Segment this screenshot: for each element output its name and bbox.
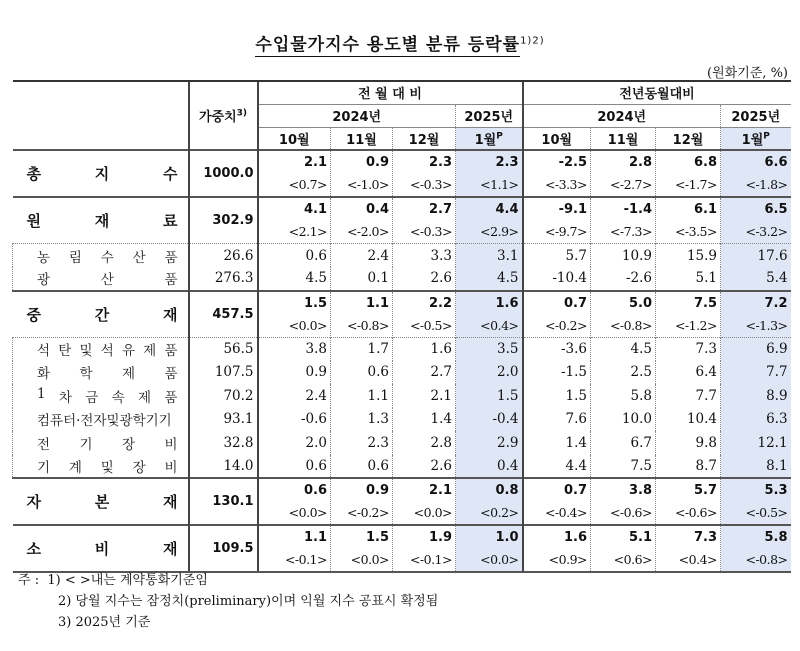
value-cell: 0.6 <box>331 361 393 385</box>
row-label-part: 본 <box>94 493 110 511</box>
change-rate: 5.3 <box>764 483 788 498</box>
row-label <box>13 525 189 572</box>
row-label-part: 간 <box>94 305 110 324</box>
value-cell <box>393 150 456 197</box>
value-cell: -2.6 <box>591 267 656 291</box>
value-cell <box>656 478 721 525</box>
change-rate: 2.1 <box>428 483 452 498</box>
row-label-part: 중 <box>26 305 41 324</box>
value-cell: 17.6 <box>721 244 791 268</box>
table-row <box>13 431 791 455</box>
contract-currency-rate: <0.4> <box>678 552 717 567</box>
row-label-part: 탄 <box>58 343 72 359</box>
value-cell <box>721 197 791 244</box>
change-rate: 7.2 <box>764 295 788 311</box>
contract-currency-rate: <0.0> <box>413 505 452 520</box>
weight-cell: 1000.0 <box>189 150 258 197</box>
contract-currency-rate: <-3.5> <box>674 224 717 239</box>
value-cell: 2.7 <box>393 361 456 385</box>
contract-currency-rate: <-0.4> <box>544 505 587 520</box>
contract-currency-rate: <0.0> <box>480 552 519 567</box>
row-label-part: 비 <box>94 540 110 558</box>
row-label-part: 품 <box>164 366 178 383</box>
value-cell: 5.7 <box>523 244 591 268</box>
value-cell <box>258 291 331 338</box>
contract-currency-rate: <-1.7> <box>674 177 717 192</box>
change-rate: 0.7 <box>563 295 587 311</box>
change-rate: -9.1 <box>558 202 587 217</box>
row-label-part: 재 <box>163 493 178 511</box>
change-rate: 2.2 <box>428 295 452 311</box>
value-cell: 1.4 <box>523 431 591 455</box>
change-rate: 1.1 <box>303 530 327 545</box>
table-row <box>13 525 791 572</box>
unit-label: (원화기준, %) <box>707 66 788 81</box>
row-label-part: 제 <box>143 343 157 359</box>
value-cell: 2.3 <box>331 431 393 455</box>
header-year-2024: 2024년 <box>523 104 721 127</box>
value-cell <box>721 291 791 338</box>
contract-currency-rate: <-0.5> <box>745 505 788 520</box>
value-cell: 4.5 <box>456 267 523 291</box>
value-cell: 6.7 <box>591 431 656 455</box>
change-rate: 1.0 <box>495 530 519 545</box>
table-row <box>13 455 791 479</box>
value-cell: 6.9 <box>721 337 791 361</box>
weight-cell: 32.8 <box>189 431 258 455</box>
table-row <box>13 384 791 408</box>
value-cell: 8.1 <box>721 455 791 479</box>
contract-currency-rate: <-0.6> <box>674 505 717 520</box>
weight-cell: 93.1 <box>189 408 258 432</box>
value-cell: 4.5 <box>258 267 331 291</box>
header-mom: 전 월 대 비 <box>258 81 523 104</box>
row-label-part: 장 <box>132 459 146 476</box>
header-month: 1월$^P$ <box>456 127 523 150</box>
value-cell <box>656 150 721 197</box>
row-label-part: 1 <box>37 385 46 402</box>
contract-currency-rate: <-0.3> <box>409 224 452 239</box>
change-rate: 4.4 <box>495 202 519 217</box>
contract-currency-rate: <-0.6> <box>609 505 652 520</box>
contract-currency-rate: <-1.2> <box>674 317 717 333</box>
contract-currency-rate: <-0.1> <box>409 552 452 567</box>
row-label <box>13 150 189 197</box>
row-label-part: 산 <box>132 249 146 266</box>
value-cell <box>523 525 591 572</box>
weight-cell: 14.0 <box>189 455 258 479</box>
row-label-part: 석 <box>100 343 114 359</box>
value-cell: 3.1 <box>456 244 523 268</box>
change-rate: 5.0 <box>628 295 652 311</box>
value-cell: 2.0 <box>456 361 523 385</box>
change-rate: 7.3 <box>693 530 717 545</box>
row-label-part: 유 <box>121 343 135 359</box>
value-cell: 10.0 <box>591 408 656 432</box>
value-cell: 5.1 <box>656 267 721 291</box>
row-label-part: 재 <box>163 540 178 558</box>
value-cell <box>331 197 393 244</box>
change-rate: 0.9 <box>365 155 389 170</box>
value-cell <box>331 525 393 572</box>
value-cell: 0.1 <box>331 267 393 291</box>
row-label-part: 소 <box>26 540 41 558</box>
contract-currency-rate: <-1.0> <box>346 177 389 192</box>
footnote: 3) 2025년 기준 <box>58 615 151 630</box>
value-cell <box>721 150 791 197</box>
row-label <box>13 455 189 479</box>
value-cell <box>591 291 656 338</box>
row-label-part: 자 <box>26 493 41 511</box>
row-label <box>13 431 189 455</box>
table-row <box>13 267 791 291</box>
change-rate: 0.4 <box>365 202 389 217</box>
value-cell <box>393 291 456 338</box>
contract-currency-rate: <1.1> <box>480 177 519 192</box>
value-cell: 5.4 <box>721 267 791 291</box>
contract-currency-rate: <-3.3> <box>544 177 587 192</box>
value-cell: 2.5 <box>591 361 656 385</box>
row-label-part: 석 <box>37 343 51 359</box>
header-month: 1월$^P$ <box>721 127 791 150</box>
row-label-part: 제 <box>121 366 136 383</box>
header-blank <box>13 81 189 150</box>
value-cell: 2.0 <box>258 431 331 455</box>
value-cell: 1.4 <box>393 408 456 432</box>
table-row <box>13 361 791 385</box>
contract-currency-rate: <-0.5> <box>409 317 452 333</box>
row-label-part: 기 <box>79 436 93 453</box>
value-cell: 10.4 <box>656 408 721 432</box>
value-cell: 8.7 <box>656 455 721 479</box>
row-label-part: 차 <box>58 389 72 406</box>
value-cell: -0.6 <box>258 408 331 432</box>
value-cell: 4.4 <box>523 455 591 479</box>
change-rate: -1.4 <box>623 202 652 217</box>
header-year-2025: 2025년 <box>721 104 791 127</box>
value-cell: -1.5 <box>523 361 591 385</box>
value-cell <box>456 478 523 525</box>
contract-currency-rate: <-0.2> <box>544 317 587 333</box>
contract-currency-rate: <-0.8> <box>745 552 788 567</box>
change-rate: 2.8 <box>628 155 652 170</box>
value-cell: 2.4 <box>331 244 393 268</box>
value-cell: 2.1 <box>393 384 456 408</box>
weight-cell: 302.9 <box>189 197 258 244</box>
row-label <box>13 267 189 291</box>
row-label-part: 재 <box>94 212 110 230</box>
row-label-part: 수 <box>163 165 178 183</box>
value-cell: 2.9 <box>456 431 523 455</box>
contract-currency-rate: <0.9> <box>548 552 587 567</box>
value-cell <box>331 291 393 338</box>
row-label-part: 농 <box>37 249 51 266</box>
change-rate: 5.1 <box>628 530 652 545</box>
row-label <box>13 337 189 361</box>
value-cell: 2.8 <box>393 431 456 455</box>
row-label-part: 속 <box>111 389 125 406</box>
weight-cell: 56.5 <box>189 337 258 361</box>
value-cell: 3.8 <box>258 337 331 361</box>
value-cell <box>721 525 791 572</box>
value-cell: 1.7 <box>331 337 393 361</box>
value-cell <box>258 525 331 572</box>
value-cell: -3.6 <box>523 337 591 361</box>
value-cell <box>393 197 456 244</box>
contract-currency-rate: <0.0> <box>288 505 327 520</box>
change-rate: 4.1 <box>303 202 327 217</box>
contract-currency-rate: <2.9> <box>480 224 519 239</box>
value-cell: -0.4 <box>456 408 523 432</box>
change-rate: 0.8 <box>495 483 519 498</box>
value-cell: 15.9 <box>656 244 721 268</box>
value-cell: 0.4 <box>456 455 523 479</box>
contract-currency-rate: <0.0> <box>288 317 327 333</box>
row-label <box>13 384 189 408</box>
change-rate: 0.7 <box>563 483 587 498</box>
value-cell <box>393 478 456 525</box>
row-label-part: 금 <box>85 389 99 406</box>
row-label-part: 림 <box>68 249 82 266</box>
value-cell: 4.5 <box>591 337 656 361</box>
value-cell <box>258 478 331 525</box>
contract-currency-rate: <-2.0> <box>346 224 389 239</box>
change-rate: 1.6 <box>563 530 587 545</box>
weight-cell: 130.1 <box>189 478 258 525</box>
value-cell: 1.5 <box>456 384 523 408</box>
row-label-part: 지 <box>94 165 110 183</box>
value-cell: 0.6 <box>258 455 331 479</box>
header-year-2024: 2024년 <box>258 104 456 127</box>
change-rate: 2.7 <box>428 202 452 217</box>
value-cell: 6.4 <box>656 361 721 385</box>
value-cell: 2.6 <box>393 267 456 291</box>
value-cell <box>523 478 591 525</box>
row-label-part: 광 <box>37 272 51 289</box>
value-cell: 0.6 <box>331 455 393 479</box>
price-index-table <box>12 80 791 573</box>
change-rate: 0.9 <box>365 483 389 498</box>
contract-currency-rate: <-1.8> <box>745 177 788 192</box>
table-row <box>13 197 791 244</box>
value-cell: 1.5 <box>523 384 591 408</box>
value-cell: 9.8 <box>656 431 721 455</box>
change-rate: 5.8 <box>764 530 788 545</box>
value-cell: 6.3 <box>721 408 791 432</box>
weight-cell: 26.6 <box>189 244 258 268</box>
header-month: 11월 <box>591 127 656 150</box>
value-cell <box>591 525 656 572</box>
change-rate: 1.9 <box>428 530 452 545</box>
change-rate: 6.8 <box>693 155 717 170</box>
row-label-part: 품 <box>164 249 178 266</box>
row-label <box>13 291 189 338</box>
change-rate: 1.6 <box>495 295 519 311</box>
contract-currency-rate: <2.1> <box>288 224 327 239</box>
header-month: 11월 <box>331 127 393 150</box>
row-label-part: 료 <box>163 212 178 230</box>
value-cell: 12.1 <box>721 431 791 455</box>
table-row <box>13 337 791 361</box>
row-label-part: 및 <box>79 343 93 359</box>
change-rate: 2.3 <box>495 155 519 170</box>
contract-currency-rate: <-0.8> <box>346 317 389 333</box>
row-label-part: 품 <box>164 389 178 406</box>
value-cell <box>258 197 331 244</box>
change-rate: 0.6 <box>303 483 327 498</box>
value-cell: 2.4 <box>258 384 331 408</box>
value-cell <box>656 291 721 338</box>
value-cell <box>591 478 656 525</box>
row-label-part: 컴퓨터·전자및광학기기 <box>37 413 172 430</box>
row-label-part: 전 <box>37 436 51 453</box>
table-row <box>13 150 791 197</box>
value-cell: 0.9 <box>258 361 331 385</box>
table-row <box>13 408 791 432</box>
header-month: 10월 <box>258 127 331 150</box>
row-label-part: 장 <box>121 436 136 453</box>
change-rate: 3.8 <box>628 483 652 498</box>
value-cell <box>591 197 656 244</box>
value-cell <box>523 291 591 338</box>
value-cell <box>258 150 331 197</box>
value-cell: 7.3 <box>656 337 721 361</box>
value-cell: 8.9 <box>721 384 791 408</box>
weight-cell: 276.3 <box>189 267 258 291</box>
table-row <box>13 244 791 268</box>
page-title: 수입물가지수 용도별 분류 등락률$^{1)2)}$ <box>255 35 545 55</box>
value-cell <box>523 197 591 244</box>
value-cell <box>393 525 456 572</box>
weight-cell: 109.5 <box>189 525 258 572</box>
row-label-part: 비 <box>164 436 178 453</box>
value-cell: 2.6 <box>393 455 456 479</box>
change-rate: 5.7 <box>693 483 717 498</box>
value-cell: 10.9 <box>591 244 656 268</box>
contract-currency-rate: <-7.3> <box>609 224 652 239</box>
notes-prefix: 주 : <box>18 573 40 588</box>
change-rate: 2.3 <box>428 155 452 170</box>
row-label <box>13 361 189 385</box>
table-row <box>13 291 791 338</box>
value-cell: -10.4 <box>523 267 591 291</box>
footnote: 1) < >내는 계약통화기준임 <box>47 573 208 588</box>
row-label <box>13 244 189 268</box>
row-label-part: 학 <box>79 366 93 383</box>
row-label-part: 계 <box>68 459 82 476</box>
change-rate: 1.5 <box>303 295 327 311</box>
value-cell: 1.6 <box>393 337 456 361</box>
row-label-part: 수 <box>100 249 114 266</box>
value-cell: 7.5 <box>591 455 656 479</box>
value-cell <box>523 150 591 197</box>
change-rate: 1.1 <box>365 295 389 311</box>
value-cell: 7.6 <box>523 408 591 432</box>
contract-currency-rate: <-1.3> <box>745 317 788 333</box>
header-month: 12월 <box>393 127 456 150</box>
contract-currency-rate: <-2.7> <box>609 177 652 192</box>
row-label-part: 산 <box>100 272 114 289</box>
header-year-2025: 2025년 <box>456 104 523 127</box>
row-label-part: 비 <box>164 459 178 476</box>
row-label-part: 제 <box>138 389 152 406</box>
contract-currency-rate: <-9.7> <box>544 224 587 239</box>
value-cell: 7.7 <box>721 361 791 385</box>
row-label <box>13 478 189 525</box>
header-yoy: 전년동월대비 <box>523 81 791 104</box>
value-cell <box>721 478 791 525</box>
row-label-part: 재 <box>163 305 178 324</box>
value-cell <box>456 150 523 197</box>
value-cell <box>456 197 523 244</box>
value-cell <box>456 291 523 338</box>
contract-currency-rate: <0.0> <box>350 552 389 567</box>
contract-currency-rate: <0.7> <box>288 177 327 192</box>
change-rate: 6.5 <box>764 202 788 217</box>
row-label-part: 품 <box>164 343 178 359</box>
row-label-part: 총 <box>26 165 41 183</box>
row-label-part: 및 <box>100 459 114 476</box>
value-cell: 1.3 <box>331 408 393 432</box>
contract-currency-rate: <-0.2> <box>346 505 389 520</box>
row-label-part: 화 <box>37 366 51 383</box>
footnotes <box>18 570 438 633</box>
row-label-part: 기 <box>37 459 51 476</box>
table-row <box>13 478 791 525</box>
contract-currency-rate: <-0.1> <box>284 552 327 567</box>
weight-cell: 107.5 <box>189 361 258 385</box>
header-month: 12월 <box>656 127 721 150</box>
value-cell <box>331 478 393 525</box>
header-month: 10월 <box>523 127 591 150</box>
contract-currency-rate: <-3.2> <box>745 224 788 239</box>
value-cell: 3.3 <box>393 244 456 268</box>
value-cell: 3.5 <box>456 337 523 361</box>
change-rate: 1.5 <box>365 530 389 545</box>
value-cell: 7.7 <box>656 384 721 408</box>
change-rate: 7.5 <box>693 295 717 311</box>
value-cell <box>656 197 721 244</box>
row-label <box>13 408 189 432</box>
contract-currency-rate: <0.6> <box>613 552 652 567</box>
value-cell: 5.8 <box>591 384 656 408</box>
contract-currency-rate: <-0.3> <box>409 177 452 192</box>
change-rate: 6.6 <box>764 155 788 170</box>
value-cell <box>331 150 393 197</box>
contract-currency-rate: <-0.8> <box>609 317 652 333</box>
row-label-part: 품 <box>164 272 178 289</box>
value-cell <box>656 525 721 572</box>
weight-cell: 457.5 <box>189 291 258 338</box>
row-label-part: 원 <box>26 212 41 230</box>
change-rate: -2.5 <box>558 155 587 170</box>
value-cell: 0.6 <box>258 244 331 268</box>
change-rate: 2.1 <box>303 155 327 170</box>
contract-currency-rate: <0.4> <box>480 317 519 333</box>
value-cell <box>591 150 656 197</box>
weight-cell: 70.2 <box>189 384 258 408</box>
footnote: 2) 당월 지수는 잠정치(preliminary)이며 익월 지수 공표시 확정됨 <box>58 594 439 609</box>
contract-currency-rate: <0.2> <box>480 505 519 520</box>
change-rate: 6.1 <box>693 202 717 217</box>
row-label <box>13 197 189 244</box>
header-weight: 가중치$^{3)}$ <box>189 81 258 150</box>
value-cell <box>456 525 523 572</box>
value-cell: 1.1 <box>331 384 393 408</box>
